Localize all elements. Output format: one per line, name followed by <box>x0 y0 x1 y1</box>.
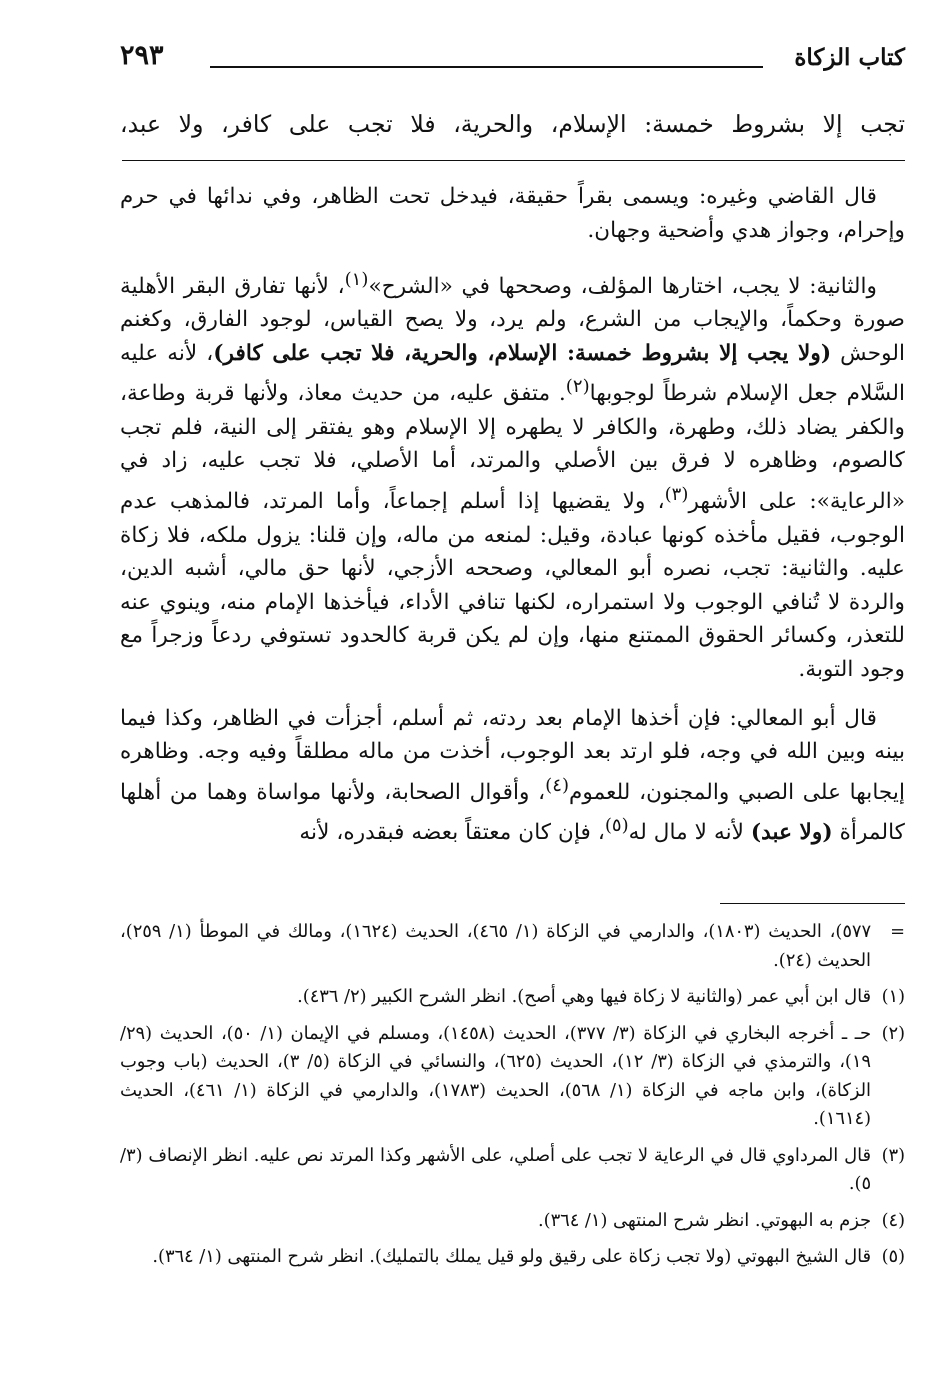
paragraph-3-text-c: لأنه لا مال له <box>628 820 751 846</box>
footnote-mark: (٥) <box>881 1246 905 1267</box>
footnote-mark: (٢) <box>881 1022 905 1044</box>
matn-separator <box>122 160 905 161</box>
footnote-4 <box>120 1207 905 1236</box>
commentary-body <box>120 180 905 866</box>
paragraph-3-text-a: قال أبو المعالي: فإن أخذها الإمام بعد ردته، ثم أسلم، أجزأت في الظاهر، وكذا فيما بينه وبين الله في وجه، فلو ارتد بعد الوجوب، أخذت من ماله مطلقاً وفيه وجه. وظاهره إيجابها على الصبي والمجنون، للعموم <box>120 705 905 805</box>
footnote-mark: (١) <box>881 986 905 1007</box>
footnotes <box>120 918 905 1280</box>
footnote-continued <box>120 918 905 975</box>
paragraph-2-text-b: ، لأنها تفارق البقر الأهلية صورة وحكماً، والإيجاب من الشرع، ولم يرد، ولا يصح القياس، لوجود الفارق، وكغنم الوحش <box>120 273 905 366</box>
page-number: ٢٩٣ <box>120 40 164 71</box>
paragraph-3-text-b: ، وأقوال الصحابة، ولأنها مواساة وهما من أهلها كالمرأة <box>120 779 905 846</box>
paragraph-2-text-e: ، ولا يقضيها إذا أسلم إجماعاً، وأما المرتد، فالمذهب عدم الوجوب، فقيل مأخذه كونها عبادة، وقيل: لمنعه من ماله، وإن قلنا: يزول ملكه، فلا زكاة عليه. والثانية: تجب، نصره أبو المعالي، وصححه الأزجي، لأنها حق مالي، أشبه الدين، والردة لا تُنافي الوجوب ولا استمراره، لكنها تنافي الأداء، فيأخذها الإمام منه، وينوي عنه للتعذر، وكسائر الحقوق الممتنع منها، وإن لم يكن قربة كالحدود تستوفي ردعاً وزجراً مع وجود التوبة. <box>120 489 905 682</box>
footnote-2 <box>120 1020 905 1134</box>
page-header <box>120 40 905 78</box>
footnote-text: ٥٧٧)، الحديث (١٨٠٣)، والدارمي في الزكاة (١/ ٤٦٥)، الحديث (١٦٢٤)، ومالك في الموطأ (١/ ٢٥٩)، الحديث (٢٤). <box>120 921 871 971</box>
paragraph-2-text-a: والثانية: لا يجب، اختارها المؤلف، وصححها في «الشرح» <box>368 273 878 299</box>
footnote-text: جزم به البهوتي. انظر شرح المنتهى (١/ ٣٦٤). <box>538 1209 871 1231</box>
footnote-text: قال المرداوي قال في الرعاية لا تجب على أصلي، على الأشهر وكذا المرتد نص عليه. انظر الإنصاف (٣/ ٥). <box>120 1144 871 1194</box>
footnote-ref-1: (١) <box>344 268 369 290</box>
footnote-ref-2: (٢) <box>565 376 590 398</box>
footnote-1 <box>120 983 905 1012</box>
footnote-ref-5: (٥) <box>604 815 629 837</box>
paragraph-2 <box>120 263 905 687</box>
footnote-mark: (٤) <box>881 1209 905 1231</box>
paragraph-3-text-d: ، فإن كان معتقاً بعضه فبقدره، لأنه <box>299 820 605 846</box>
footnote-ref-4: (٤) <box>545 774 569 796</box>
footnote-mark: = <box>890 921 905 942</box>
running-title: كتاب الزكاة <box>794 44 905 71</box>
footnote-rule <box>720 903 905 904</box>
footnote-ref-3: (٣) <box>664 483 689 505</box>
footnote-mark: (٣) <box>881 1144 905 1166</box>
footnote-text: حـ ـ أخرجه البخاري في الزكاة (٣/ ٣٧٧)، الحديث (١٤٥٨)، ومسلم في الإيمان (١/ ٥٠)، الحديث (٢٩/ ١٩)، والترمذي في الزكاة (٣/ ١٢)، الحديث (٦٢٥)، والنسائي في الزكاة (٥/ ٣)، الحديث (باب وجوب الزكاة)، وابن ماجه في الزكاة (١/ ٥٦٨)، الحديث (١٧٨٣)، والدارمي في الزكاة (١/ ٤٦١)، الحديث (١٦١٤). <box>120 1022 871 1129</box>
matn-text: تجب إلا بشروط خمسة: الإسلام، والحرية، فلا تجب على كافر، ولا عبد، <box>120 110 905 138</box>
footnote-text: قال ابن أبي عمر (والثانية لا زكاة فيها وهي أصح). انظر الشرح الكبير (٢/ ٤٣٦). <box>297 986 871 1007</box>
paragraph-1: قال القاضي وغيره: ويسمى بقراً حقيقة، فيدخل تحت الظاهر، وفي ندائها في حرم وإحرام، وجواز هدي وأضحية وجهان. <box>120 184 905 243</box>
matn-quote-2: (ولا عبد) <box>750 820 833 846</box>
footnote-5 <box>120 1243 905 1272</box>
footnote-3 <box>120 1142 905 1199</box>
paragraph-3 <box>120 702 905 850</box>
paragraph-2-text-c: ، لأنه عليه السَّلام جعل الإسلام شرطاً لوجوبها <box>120 340 905 407</box>
footnote-text: قال الشيخ البهوتي (ولا تجب زكاة على رقيق ولو قيل يملك بالتمليك). انظر شرح المنتهى (١/ ٣٦٤). <box>152 1246 871 1267</box>
matn-quote-1: (ولا يجب إلا بشروط خمسة: الإسلام، والحرية، فلا تجب على كافر) <box>213 340 832 366</box>
paragraph-2-text-d: . متفق عليه، من حديث معاذ، ولأنها قربة وطاعة، والكفر يضاد ذلك، وطهرة، والكافر لا يطهره إلا الإسلام وهو يفتقر إلى النية، فلم تجب كالصوم، وظاهره لا فرق بين الأصلي والمرتد، أما الأصلي، فلا تجب عليه، زاد في «الرعاية»: على الأشهر <box>120 381 906 515</box>
header-rule <box>210 66 763 68</box>
